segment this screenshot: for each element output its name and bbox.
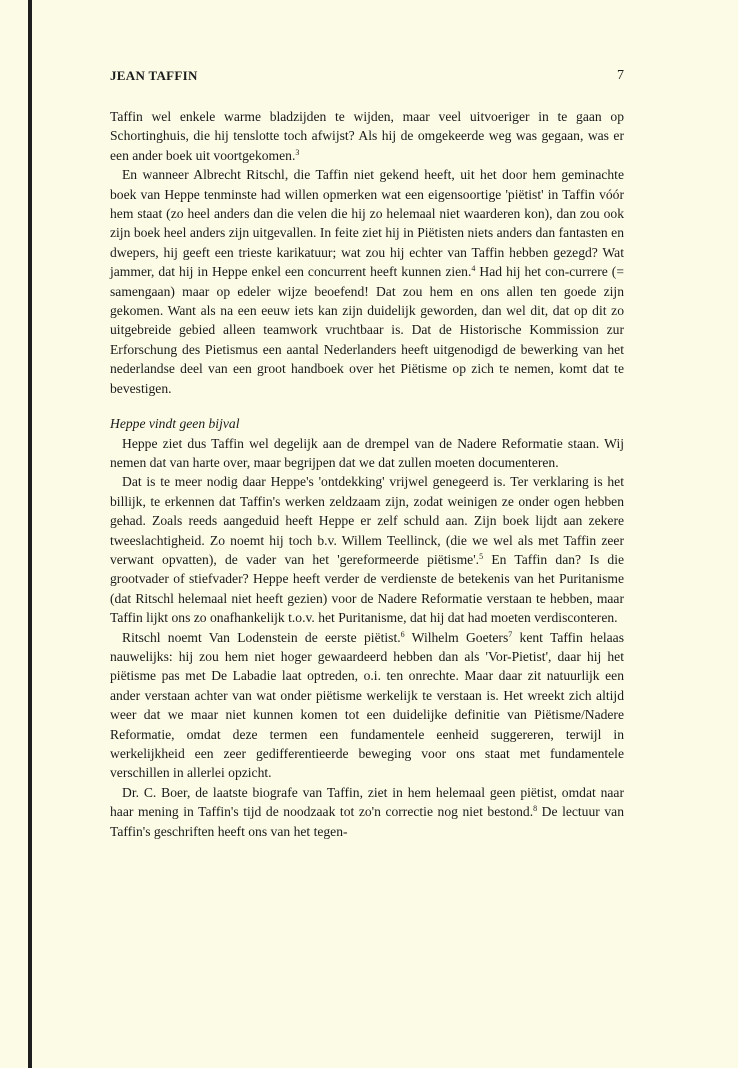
footnote-ref-5: 5 xyxy=(479,551,484,561)
page-number: 7 xyxy=(617,68,624,83)
footnote-ref-3: 3 xyxy=(295,147,300,157)
paragraph-3: Heppe ziet dus Taffin wel degelijk aan de drempel van de Nadere Reformatie staan. Wij nemen dat van harte over, maar begrijpen dat we dat zullen moeten documenteren. xyxy=(110,435,624,470)
section-gap xyxy=(110,398,624,414)
running-title: JEAN TAFFIN xyxy=(110,68,198,83)
page-edge-shadow xyxy=(28,0,32,1068)
body-text xyxy=(110,107,624,841)
paragraph-2: En wanneer Albrecht Ritschl, die Taffin niet gekend heeft, uit het door hem geminachte boek van Heppe tenminste had willen opmerken wat een eigensoortige 'piëtist' in Taffin vóór hem staat (zo heel anders dan die velen die hij zo helemaal niet waarderen kon), dan zou ook zijn boek heel anders zijn uitgevallen. In feite ziet hij in Piëtisten niets anders dan fantasten en dwepers, hij geeft een trieste karikatuur; wat zou hij echter van Taffin hebben gezegd? Wat jammer, dat hij in Heppe enkel een concurrent heeft kunnen zien.$^4$ Had hij het con-currere (= samengaan) maar op edeler wijze beoefend! Dat zou hem en ons allen ten goede zijn gekomen. Want als na een eeuw iets kan zijn duidelijk geworden, dan wel dit, dat op dit zo uitgebreide gebied alleen teamwork vruchtbaar is. Dat de Historische Kommission zur Erforschung des Pietismus een aantal Nederlanders heeft uitgenodigd de bewerking van het nederlandse deel van een groot handboek over het Piëtisme op zich te nemen, komt dat te bevestigen. xyxy=(110,167,624,396)
paragraph-4: Dat is te meer nodig daar Heppe's 'ontdekking' vrijwel genegeerd is. Ter verklaring is het billijk, te erkennen dat Taffin's werken zeldzaam zijn, zodat weinigen ze onder ogen hebben gehad. Zoals reeds aangeduid heeft Heppe er zelf schuld aan. Zijn boek lijdt aan zekere tweeslachtigheid. Zo noemt hij toch b.v. Willem Teellinck, (die we wel als met Taffin zeer verwant opvatten), de vader van het 'gereformeerde piëtisme'.$^5$ En Taffin dan? Is die grootvader of stiefvader? Heppe heeft verder de verdienste de betekenis van het Puritanisme (dat Ritschl helemaal niet heeft gezien) voor de Nadere Reformatie verstaan te hebben, maar Taffin lijkt ons zo onafhankelijk t.o.v. het Puritanisme, dat hij dat had moeten verdisconteren. xyxy=(110,474,625,626)
footnote-ref-7: 7 xyxy=(508,629,513,639)
paragraph-5: Ritschl noemt Van Lodenstein de eerste piëtist.$^6$ Wilhelm Goeters$^7$ kent Taffin helaas nauwelijks: hij zou hem niet hoger gewaardeerd hebben dan als 'Vor-Pietist', daar hij het piëtisme pas met De Labadie laat optreden, o.i. ten onrechte. Maar daar zit natuurlijk een ander verstaan achter van wat onder piëtisme werkelijk te verstaan is. Het wreekt zich altijd weer dat we maar niet kunnen komen tot een duidelijke definitie van Piëtisme/Nadere Reformatie, omdat deze termen een fundamentele eenheid suggereren, terwijl in werkelijkheid een zeer gedifferentieerde beweging voor ons staat met fundamentele verschillen in allerlei opzicht. xyxy=(110,629,624,781)
section-heading: Heppe vindt geen bijval xyxy=(110,416,240,432)
paragraph-1: Taffin wel enkele warme bladzijden te wijden, maar veel uitvoeriger in te gaan op Schortinghuis, die hij tenslotte toch afwijst? Als hij de omgekeerde weg was gegaan, was er een ander boek uit voortgekomen.$^3$ xyxy=(110,109,624,163)
paragraph-6: Dr. C. Boer, de laatste biografe van Taffin, ziet in hem helemaal geen piëtist, omdat naar haar mening in Taffin's tijd de noodzaak tot zo'n correctie nog niet bestond.$^8$ De lectuur van Taffin's geschriften heeft ons van het tegen- xyxy=(110,784,624,839)
footnote-ref-8: 8 xyxy=(533,804,538,814)
footnote-ref-6: 6 xyxy=(400,629,405,639)
running-header xyxy=(110,68,624,88)
footnote-ref-4: 4 xyxy=(471,264,476,274)
